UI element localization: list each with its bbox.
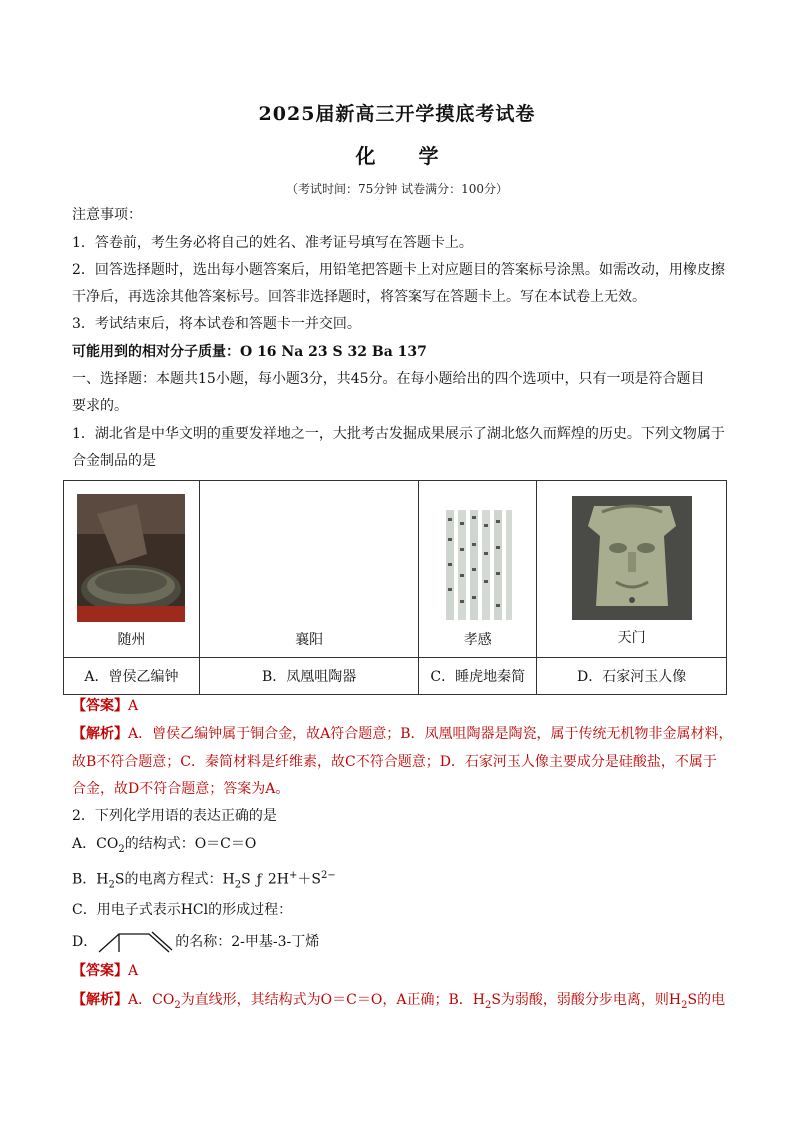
q2-option-b-sup2: 2− [320, 870, 336, 881]
jade-figure-image [572, 496, 692, 620]
q2-option-b-sup1: + [288, 870, 298, 881]
q1-analysis-line2: 故B不符合题意；C．秦简材料是纤维素，故C不符合题意；D．石家河玉人像主要成分是硅酸盐，不属于 [72, 754, 717, 770]
notice-item-2b: 干净后，再选涂其他答案标号。回答非选择题时，将答案写在答题卡上。写在本试卷上无效。 [72, 289, 646, 305]
exam-time-info: （考试时间：75分钟 试卷满分：100分） [286, 182, 508, 196]
q2-analysis-sub3: 2 [681, 999, 688, 1011]
q2-option-b-sub: 2 [108, 879, 115, 891]
q1-stem-line2: 合金制品的是 [72, 453, 156, 469]
exam-title: 2025届新高三开学摸底考试卷 [258, 103, 536, 125]
relic-cell-pottery [199, 481, 418, 658]
q1-answer-label: 【答案】 [72, 698, 128, 714]
q1-analysis-line3: 合金，故D不符合题意；答案为A。 [72, 781, 290, 797]
place-tianmen: 天门 [617, 630, 646, 646]
q2-answer-value: A [128, 963, 139, 979]
q2-option-a-sub: 2 [118, 843, 125, 855]
q2-option-a-text: 的结构式：O＝C＝O [124, 836, 257, 852]
q2-option-c: C．用电子式表示HCl的形成过程： [72, 902, 293, 918]
q2-option-b-text: S的电离方程式：H [114, 871, 235, 888]
q2-analysis-label: 【解析】 [72, 992, 128, 1008]
q2-analysis-a: A．CO [128, 992, 175, 1008]
option-c: C．睡虎地秦简 [419, 658, 537, 695]
q2-stem: 2．下列化学用语的表达正确的是 [72, 808, 277, 824]
place-xiangyang: 襄阳 [295, 632, 324, 648]
q1-analysis-line1 [72, 724, 732, 744]
relic-cell-slips [419, 481, 537, 658]
q2-option-b-tail: 2H [267, 871, 289, 888]
section1-line2: 要求的。 [72, 398, 128, 414]
q2-analysis-line1 [72, 990, 732, 1016]
q2-analysis-c: S为弱酸，弱酸分步电离，则H [491, 992, 682, 1008]
notice-item-3: 3．考试结束后，将本试卷和答题卡一并交回。 [72, 316, 361, 332]
option-a: A．曾侯乙编钟 [64, 658, 200, 695]
q2-option-b-sub2: 2 [234, 879, 242, 891]
q2-option-b-s: S [241, 871, 251, 888]
option-d: D．石家河玉人像 [537, 658, 727, 695]
q2-analysis-sub: 2 [174, 999, 181, 1011]
q1-analysis-label: 【解析】 [72, 726, 128, 742]
q2-answer-label: 【答案】 [72, 963, 128, 979]
q1-answer [72, 696, 732, 716]
q2-analysis-d: S的电 [687, 992, 726, 1008]
place-xiaogan: 孝感 [463, 632, 492, 648]
q1-answer-value: A [128, 698, 139, 714]
place-suizhou: 随州 [117, 632, 146, 648]
q2-option-d-text: 的名称：2-甲基-3-丁烯 [175, 934, 320, 950]
q1-stem-line1: 1．湖北省是中华文明的重要发祥地之一，大批考古发掘成果展示了湖北悠久而辉煌的历史。下列文物属于 [72, 426, 725, 442]
q2-option-a [72, 834, 732, 860]
skeletal-formula-icon [97, 930, 175, 954]
q2-analysis-b: 为直线形，其结构式为O＝C＝O，A正确；B．H [180, 992, 485, 1008]
molar-mass-line: 可能用到的相对分子质量：O 16 Na 23 S 32 Ba 137 [72, 344, 427, 360]
q2-option-d-prefix: D． [72, 934, 98, 950]
q2-answer [72, 961, 732, 981]
q2-option-b-prefix: B． [72, 871, 97, 888]
q2-option-b [72, 866, 732, 895]
notice-heading: 注意事项： [72, 207, 142, 223]
q2-option-a-formula: CO [96, 836, 119, 852]
q2-option-b-h: H [96, 871, 109, 888]
q1-relic-table [63, 480, 727, 695]
section1-line1: 一、选择题：本题共15小题，每小题3分，共45分。在每小题给出的四个选项中，只有一项是符合题目 [72, 371, 705, 387]
q2-option-b-plus: ＋S [297, 871, 321, 888]
option-b: B．凤凰咀陶器 [199, 658, 418, 695]
bamboo-slips-image [442, 508, 514, 622]
relic-cell-jade [537, 481, 727, 658]
q1-analysis-text1: A．曾侯乙编钟属于铜合金，故A符合题意；B．凤凰咀陶器是陶瓷，属于传统无机物非金属材料， [128, 726, 733, 742]
chime-bell-image [77, 494, 185, 622]
exam-subject: 化 学 [355, 144, 457, 168]
notice-item-2a: 2．回答选择题时，选出每小题答案后，用铅笔把答题卡上对应题目的答案标号涂黑。如需改动，用橡皮擦 [72, 262, 725, 278]
q2-analysis-sub2: 2 [484, 999, 492, 1011]
notice-item-1: 1．答卷前，考生务必将自己的姓名、准考证号填写在答题卡上。 [72, 235, 473, 251]
q2-option-d [72, 930, 732, 954]
reversible-arrow-glyph: ƒ [256, 871, 262, 888]
q2-option-a-prefix: A． [72, 836, 97, 852]
relic-cell-bell [64, 481, 200, 658]
